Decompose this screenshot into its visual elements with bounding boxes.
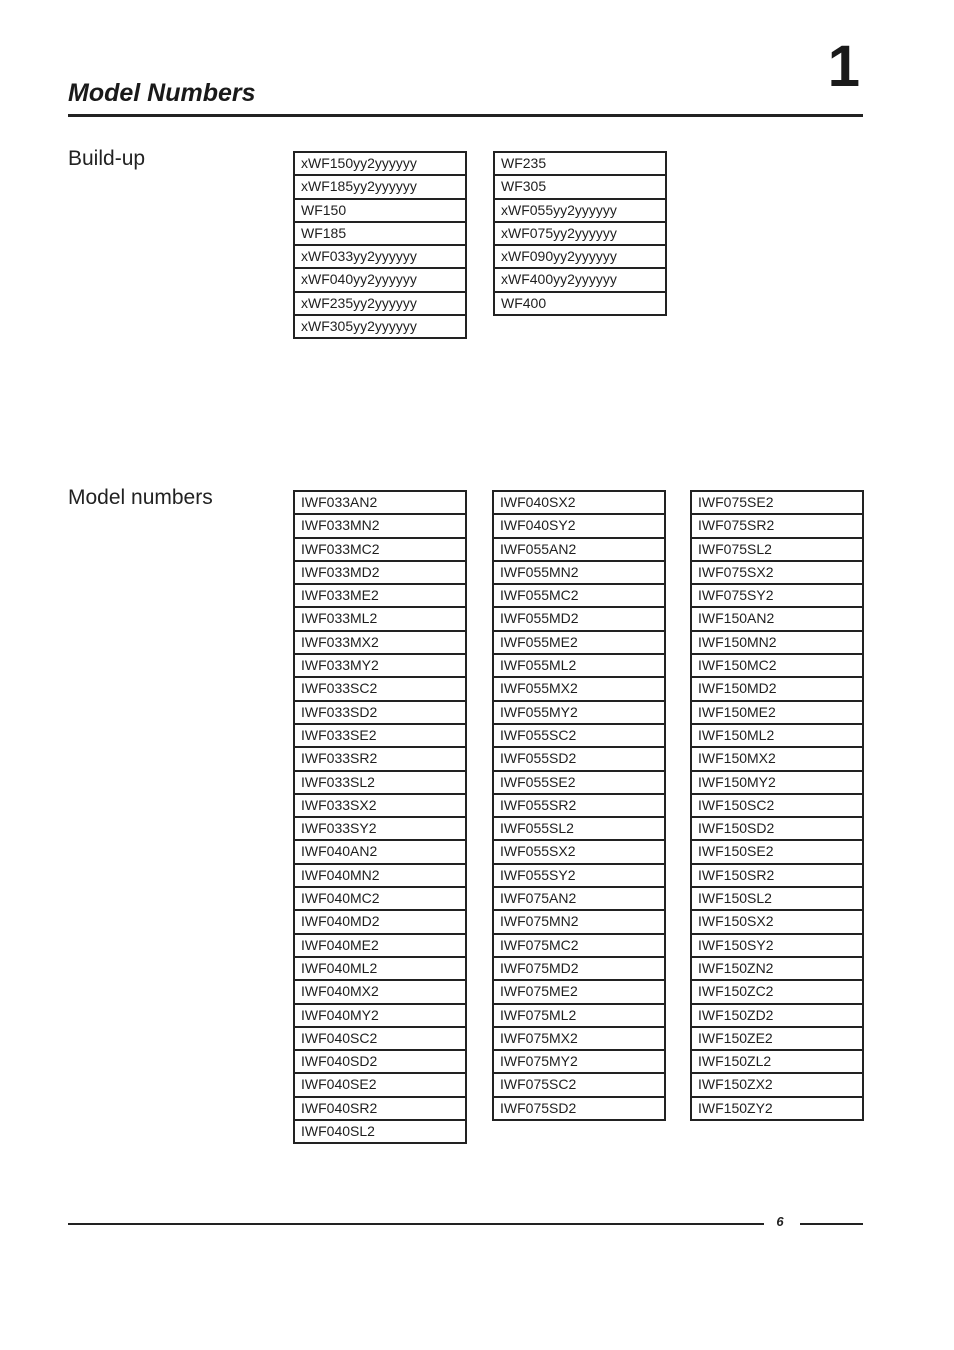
model-list-item: xWF055yy2yyyyyy <box>495 200 665 223</box>
model-list-item: IWF055SL2 <box>494 818 664 841</box>
model-list-item: IWF075MC2 <box>494 935 664 958</box>
model-list-item: IWF150SR2 <box>692 865 862 888</box>
model-list-item: IWF055MD2 <box>494 608 664 631</box>
model-list-item: WF150 <box>295 200 465 223</box>
model-list-item: IWF150ME2 <box>692 702 862 725</box>
model-list-item: xWF033yy2yyyyyy <box>295 246 465 269</box>
model-list-item: IWF150ZN2 <box>692 958 862 981</box>
model-list-item: IWF055MX2 <box>494 678 664 701</box>
model-list-item: IWF040MX2 <box>295 981 465 1004</box>
buildup-heading: Build-up <box>68 147 146 170</box>
footer-divider-left <box>68 1223 764 1225</box>
model-list-item: xWF075yy2yyyyyy <box>495 223 665 246</box>
buildup-list-2 <box>493 151 667 316</box>
model-list-item: IWF040SR2 <box>295 1098 465 1121</box>
model-list-item: IWF055SX2 <box>494 841 664 864</box>
model-list-item: IWF033SR2 <box>295 748 465 771</box>
model-list-item: IWF150SX2 <box>692 911 862 934</box>
model-list-item: IWF075ME2 <box>494 981 664 1004</box>
model-list-item: IWF075SL2 <box>692 539 862 562</box>
chapter-number: 1 <box>827 34 860 99</box>
page-title: Model Numbers <box>68 79 256 107</box>
model-list-item: IWF150ZC2 <box>692 981 862 1004</box>
model-list-item: IWF055AN2 <box>494 539 664 562</box>
model-list-item: IWF075SX2 <box>692 562 862 585</box>
model-list-item: IWF033SL2 <box>295 772 465 795</box>
buildup-list-1 <box>293 151 467 339</box>
model-list-item: IWF075AN2 <box>494 888 664 911</box>
model-list-item: WF400 <box>501 294 547 311</box>
model-list-item: IWF033MD2 <box>295 562 465 585</box>
model-list-item: IWF040SD2 <box>295 1051 465 1074</box>
model-list-item: IWF055SE2 <box>494 772 664 795</box>
model-list-item: IWF055SR2 <box>494 795 664 818</box>
model-list-item: IWF075SC2 <box>494 1074 664 1097</box>
model-list-item: IWF150SY2 <box>692 935 862 958</box>
model-list-item: IWF033MY2 <box>295 655 465 678</box>
model-list-item: xWF185yy2yyyyyy <box>295 176 465 199</box>
model-list-item: IWF033SX2 <box>295 795 465 818</box>
model-list-2 <box>492 490 666 1121</box>
model-list-item: IWF040SX2 <box>494 492 664 515</box>
model-list-item: IWF055MY2 <box>494 702 664 725</box>
model-list-item: IWF040SL2 <box>301 1123 375 1140</box>
model-list-item: IWF150MC2 <box>692 655 862 678</box>
model-list-item: IWF040ME2 <box>295 935 465 958</box>
model-list-item: IWF033SY2 <box>295 818 465 841</box>
model-list-item: IWF075SD2 <box>500 1099 577 1116</box>
model-list-item: IWF040MY2 <box>295 1005 465 1028</box>
model-list-item: xWF090yy2yyyyyy <box>495 246 665 269</box>
model-list-item: IWF150ZX2 <box>692 1074 862 1097</box>
model-list-item: IWF040MC2 <box>295 888 465 911</box>
model-list-item: IWF055SY2 <box>494 865 664 888</box>
model-list-item: IWF033ME2 <box>295 585 465 608</box>
model-list-item: IWF055SD2 <box>494 748 664 771</box>
model-list-item: IWF055SC2 <box>494 725 664 748</box>
model-list-item: IWF150MY2 <box>692 772 862 795</box>
model-list-item: IWF150MX2 <box>692 748 862 771</box>
model-list-item: IWF075SR2 <box>692 515 862 538</box>
model-list-item: xWF235yy2yyyyyy <box>295 293 465 316</box>
model-list-item: IWF150SE2 <box>692 841 862 864</box>
model-list-3 <box>690 490 864 1121</box>
page-number: 6 <box>776 1214 784 1229</box>
model-list-item: IWF040MD2 <box>295 911 465 934</box>
model-list-item: IWF075MD2 <box>494 958 664 981</box>
model-list-item: IWF150MD2 <box>692 678 862 701</box>
model-list-item: IWF040SC2 <box>295 1028 465 1051</box>
model-list-item: IWF033SD2 <box>295 702 465 725</box>
model-list-item: IWF075ML2 <box>494 1005 664 1028</box>
model-list-item: IWF033ML2 <box>295 608 465 631</box>
model-list-item: IWF150ZY2 <box>698 1099 773 1116</box>
model-list-item: IWF150ZL2 <box>692 1051 862 1074</box>
model-list-item: xWF150yy2yyyyyy <box>295 153 465 176</box>
model-list-item: IWF040MN2 <box>295 865 465 888</box>
model-list-item: IWF075SE2 <box>692 492 862 515</box>
model-list-item: xWF040yy2yyyyyy <box>295 269 465 292</box>
model-list-item: IWF033MC2 <box>295 539 465 562</box>
model-list-item: IWF150SL2 <box>692 888 862 911</box>
model-list-item: IWF033MX2 <box>295 632 465 655</box>
model-list-item: IWF040ML2 <box>295 958 465 981</box>
model-list-item: IWF033AN2 <box>295 492 465 515</box>
model-list-item: IWF075MY2 <box>494 1051 664 1074</box>
model-list-item: IWF150SC2 <box>692 795 862 818</box>
footer-divider-right <box>800 1223 863 1225</box>
model-list-item: IWF055MN2 <box>494 562 664 585</box>
model-list-item: IWF033MN2 <box>295 515 465 538</box>
model-list-item: IWF040SE2 <box>295 1074 465 1097</box>
model-list-item: IWF075MN2 <box>494 911 664 934</box>
model-list-item: IWF150AN2 <box>692 608 862 631</box>
model-list-item: IWF150MN2 <box>692 632 862 655</box>
model-list-item: IWF040AN2 <box>295 841 465 864</box>
model-list-1 <box>293 490 467 1144</box>
model-list-item: IWF055MC2 <box>494 585 664 608</box>
model-list-item: IWF150ZD2 <box>692 1005 862 1028</box>
model-list-item: IWF055ML2 <box>494 655 664 678</box>
header-divider <box>68 114 863 117</box>
model-list-item: IWF055ME2 <box>494 632 664 655</box>
model-list-item: xWF400yy2yyyyyy <box>495 269 665 292</box>
model-numbers-heading: Model numbers <box>68 486 213 509</box>
model-list-item: IWF075MX2 <box>494 1028 664 1051</box>
model-list-item: WF305 <box>495 176 665 199</box>
model-list-item: xWF305yy2yyyyyy <box>301 318 417 335</box>
model-list-item: IWF150SD2 <box>692 818 862 841</box>
model-list-item: WF235 <box>495 153 665 176</box>
model-list-item: WF185 <box>295 223 465 246</box>
model-list-item: IWF033SC2 <box>295 678 465 701</box>
model-list-item: IWF033SE2 <box>295 725 465 748</box>
model-list-item: IWF075SY2 <box>692 585 862 608</box>
model-list-item: IWF150ZE2 <box>692 1028 862 1051</box>
model-list-item: IWF040SY2 <box>494 515 664 538</box>
model-list-item: IWF150ML2 <box>692 725 862 748</box>
